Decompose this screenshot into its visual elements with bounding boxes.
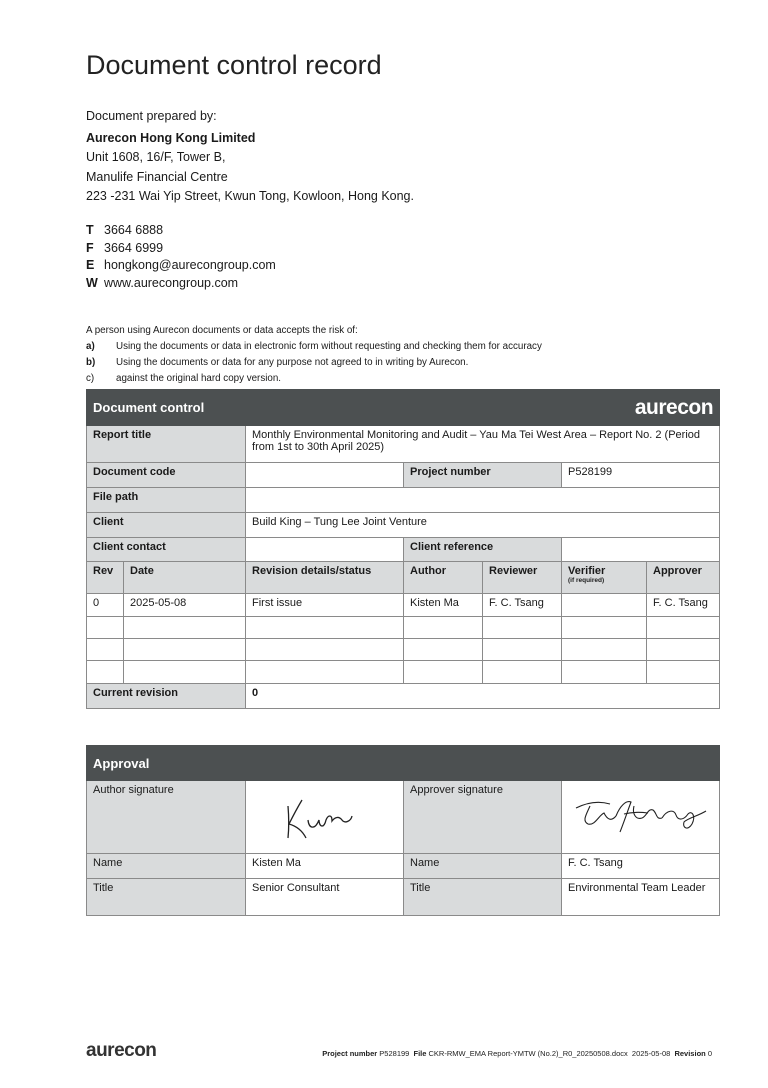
footer-project-label: Project number: [322, 1049, 378, 1058]
current-revision-label: Current revision: [87, 684, 246, 709]
email-address[interactable]: hongkong@aurecongroup.com: [104, 258, 276, 272]
row-reviewer: F. C. Tsang: [483, 594, 562, 617]
footer-logo: aurecon: [86, 1040, 157, 1061]
author-signature-label: Author signature: [87, 781, 246, 854]
footer-date: 2025-05-08: [631, 1049, 671, 1058]
empty-row: [87, 617, 720, 639]
disclaimer-item-b: Using the documents or data for any purpose not agreed to in writing by Aurecon.: [116, 357, 469, 368]
aurecon-logo: aurecon: [634, 395, 714, 419]
disclaimer-mark-c: c): [86, 373, 95, 384]
footer-project-number: P528199: [379, 1049, 410, 1058]
column-author: Author: [404, 562, 483, 594]
document-control-table: [86, 389, 720, 709]
approver-signature: [562, 781, 720, 854]
file-path-label: File path: [87, 488, 246, 513]
phone-key: T: [86, 223, 94, 237]
column-rev: Rev: [87, 562, 124, 594]
column-date: Date: [124, 562, 246, 594]
author-signature: [246, 781, 404, 854]
disclaimer-item-c: against the original hard copy version.: [116, 373, 282, 384]
row-verifier: [562, 594, 647, 617]
client-contact-value: [246, 538, 404, 562]
approver-title-label: Title: [404, 879, 562, 916]
column-verifier: [562, 562, 647, 594]
phone-number: 3664 6888: [104, 223, 164, 237]
organisation-name: Aurecon Hong Kong Limited: [86, 130, 256, 145]
empty-row: [87, 639, 720, 661]
author-title-label: Title: [87, 879, 246, 916]
approval-table: [86, 745, 720, 916]
row-rev: 0: [87, 594, 124, 617]
column-approver: Approver: [647, 562, 720, 594]
document-control-header: Document control: [87, 390, 246, 426]
approver-signature-label: Approver signature: [404, 781, 562, 854]
disclaimer-item-a: Using the documents or data in electronic form without requesting and checking them for accuracy: [116, 341, 542, 352]
author-signature-image: [252, 786, 382, 846]
row-approver: F. C. Tsang: [647, 594, 720, 617]
page-title: Document control record: [86, 50, 382, 80]
column-verifier-note: (if required): [568, 577, 605, 584]
report-title-value: Monthly Environmental Monitoring and Audit – Yau Ma Tei West Area – Report No. 2 (Period from 1st to 30th April 2025): [246, 426, 720, 463]
project-number-label: Project number: [404, 463, 562, 488]
footer-file: CKR-RMW_EMA Report-YMTW (No.2)_R0_20250508.docx: [428, 1049, 628, 1058]
column-reviewer: Reviewer: [483, 562, 562, 594]
row-date: 2025-05-08: [124, 594, 246, 617]
fax-number: 3664 6999: [104, 240, 164, 255]
current-revision-value: 0: [246, 684, 720, 709]
client-reference-label: Client reference: [404, 538, 562, 562]
report-title-label: Report title: [87, 426, 246, 463]
fax-key: F: [86, 240, 94, 255]
client-contact-label: Client contact: [87, 538, 246, 562]
empty-row: [87, 661, 720, 684]
approver-name-label: Name: [404, 854, 562, 879]
approval-header: Approval: [87, 746, 720, 781]
client-value: Build King – Tung Lee Joint Venture: [246, 513, 720, 538]
author-name: Kisten Ma: [246, 854, 404, 879]
document-code-value: [246, 463, 404, 488]
disclaimer-mark-a: a): [86, 341, 95, 352]
table-row: [87, 594, 720, 617]
address-line-3: 223 -231 Wai Yip Street, Kwun Tong, Kowloon, Hong Kong.: [86, 189, 414, 203]
row-details: First issue: [246, 594, 404, 617]
footer-file-label: File: [413, 1049, 427, 1058]
footer-meta: [322, 1049, 712, 1058]
row-author: Kisten Ma: [404, 594, 483, 617]
client-reference-value: [562, 538, 720, 562]
email-key: E: [86, 258, 95, 272]
author-name-label: Name: [87, 854, 246, 879]
contact-block: [86, 222, 276, 292]
prepared-by-block: [86, 107, 414, 207]
address-line-1: Unit 1608, 16/F, Tower B,: [86, 150, 226, 164]
author-title: Senior Consultant: [246, 879, 404, 916]
client-label: Client: [87, 513, 246, 538]
disclaimer-mark-b: b): [86, 357, 96, 368]
address-line-2: Manulife Financial Centre: [86, 169, 228, 184]
web-key: W: [86, 275, 98, 290]
approver-name: F. C. Tsang: [562, 854, 720, 879]
file-path-value: [246, 488, 720, 513]
approver-title: Environmental Team Leader: [562, 879, 720, 916]
page-footer: [86, 1040, 712, 1062]
project-number-value: P528199: [562, 463, 720, 488]
footer-revision-label: Revision: [674, 1049, 706, 1058]
disclaimer: [86, 323, 542, 387]
column-verifier-label: Verifier: [568, 565, 606, 577]
footer-revision: 0: [707, 1049, 712, 1058]
column-details: Revision details/status: [246, 562, 404, 594]
document-code-label: Document code: [87, 463, 246, 488]
approver-signature-image: [568, 788, 713, 843]
disclaimer-intro: A person using Aurecon documents or data accepts the risk of:: [86, 325, 358, 336]
website[interactable]: www.aurecongroup.com: [104, 275, 239, 290]
prepared-by-label: Document prepared by:: [86, 109, 217, 123]
